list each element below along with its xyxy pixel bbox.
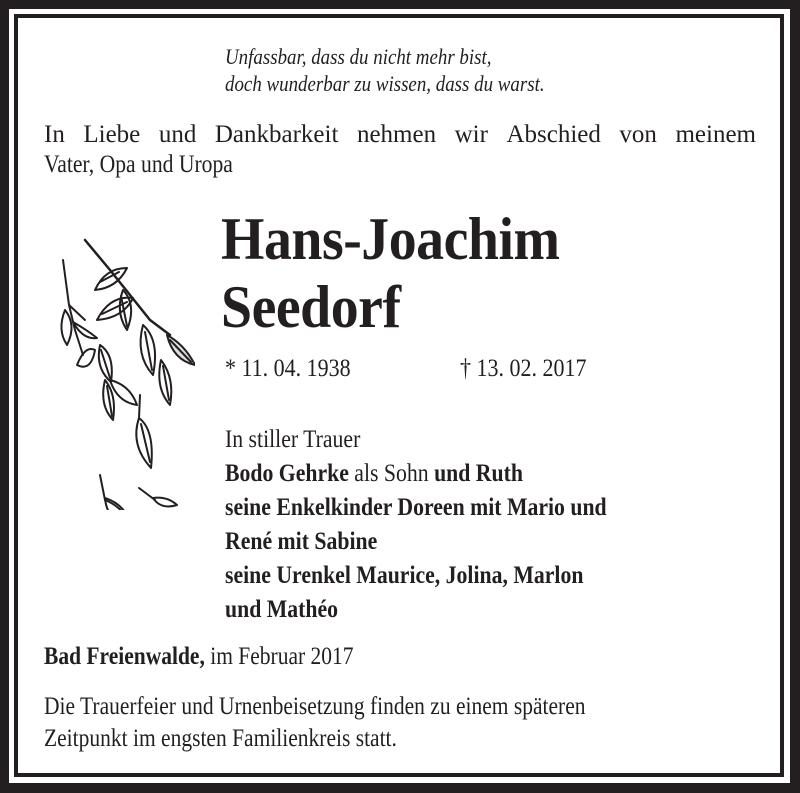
- mourner-grandchildren-2: René mit Sabine: [225, 528, 378, 555]
- death-date: [460, 354, 604, 384]
- death-date-text: † 13. 02. 2017: [460, 355, 587, 382]
- intro-word: wir: [454, 121, 488, 148]
- mourner-spouse: und Ruth: [434, 460, 523, 487]
- intro-word: meinem: [675, 121, 756, 148]
- intro-word: nehmen: [356, 121, 437, 148]
- deceased-name: [221, 205, 585, 341]
- mourner-son: Bodo Gehrke: [225, 460, 349, 487]
- place-city: Bad Freienwalde,: [44, 643, 205, 670]
- birch-branch-icon: [55, 230, 195, 510]
- first-name: Hans-Joachim: [221, 206, 560, 272]
- intro-word: Abschied: [506, 121, 601, 148]
- note-line-2: Zeitpunkt im engsten Familienkreis statt.: [44, 725, 397, 752]
- last-name: Seedorf: [221, 274, 401, 340]
- mourner-relation: als Sohn: [348, 460, 435, 487]
- poem-quote: [225, 43, 597, 97]
- birth-date: [225, 354, 368, 384]
- birth-date-text: * 11. 04. 1938: [225, 355, 351, 382]
- intro-word: von: [619, 121, 657, 148]
- mourners-heading: In stiller Trauer: [225, 426, 361, 453]
- intro-word: Dankbarkeit: [214, 121, 339, 148]
- funeral-note: [44, 691, 674, 755]
- note-line-1: Die Trauerfeier und Urnenbeisetzung finden zu einem späteren: [44, 693, 586, 720]
- intro-word: In: [44, 121, 65, 148]
- place-month: im Februar 2017: [204, 643, 354, 670]
- intro-text: [44, 120, 756, 180]
- intro-line-2: Vater, Opa und Uropa: [44, 151, 233, 178]
- poem-line-1: Unfassbar, dass du nicht mehr bist,: [225, 44, 492, 69]
- mourner-great-grandchildren-2: und Mathéo: [225, 596, 339, 623]
- poem-line-2: doch wunderbar zu wissen, dass du warst.: [225, 71, 545, 96]
- intro-word: und: [158, 121, 197, 148]
- intro-line-1: [44, 120, 756, 150]
- place-date: [44, 642, 404, 672]
- mourner-great-grandchildren-1: seine Urenkel Maurice, Jolina, Marlon: [225, 562, 584, 589]
- mourners-block: [225, 423, 664, 627]
- mourner-grandchildren-1: seine Enkelkinder Doreen mit Mario und: [225, 494, 607, 521]
- intro-word: Liebe: [83, 121, 141, 148]
